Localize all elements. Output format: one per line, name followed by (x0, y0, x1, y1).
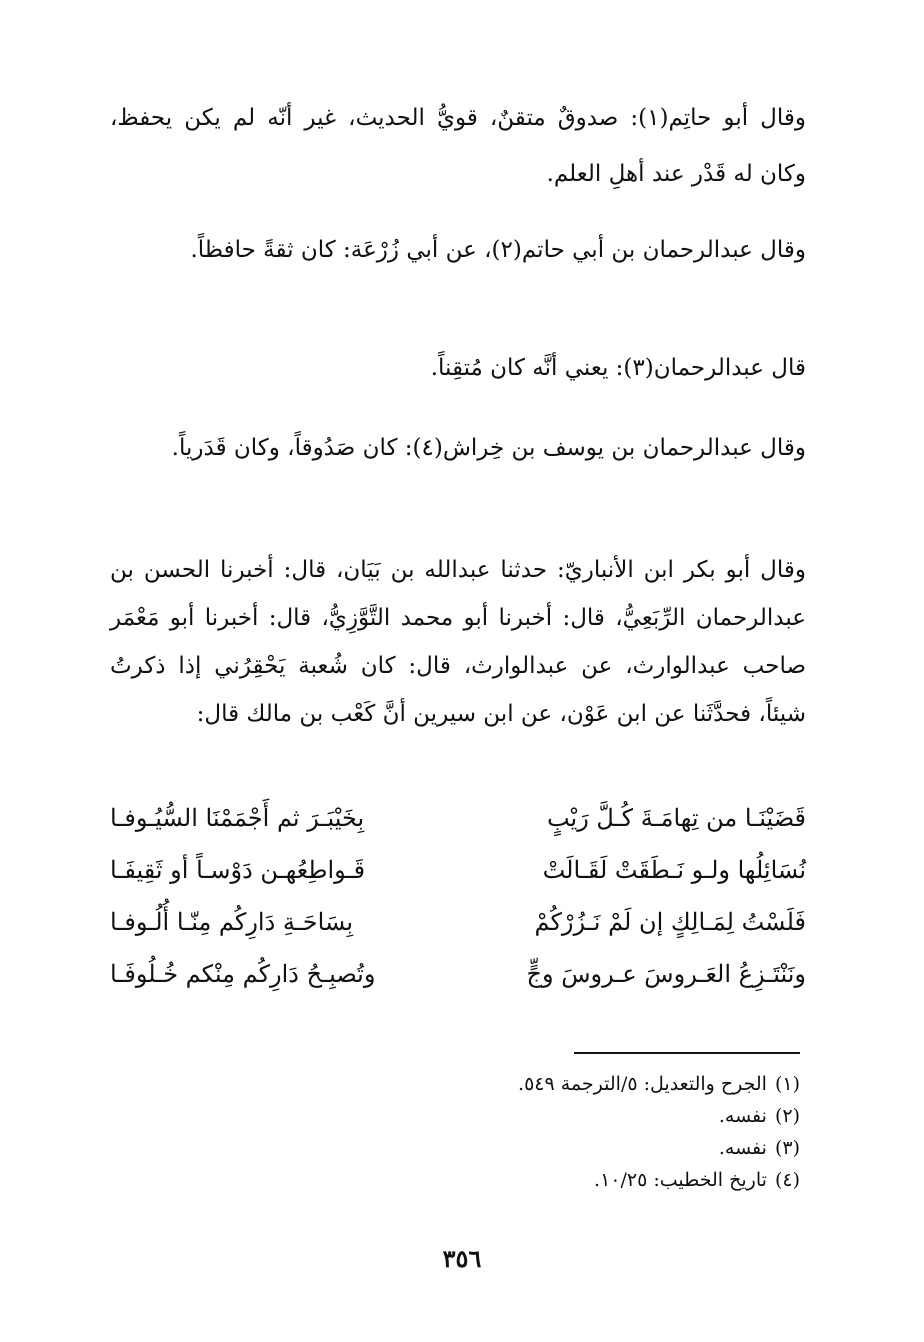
footnote (110, 1068, 800, 1100)
footnotes (110, 1068, 800, 1196)
footnote-text: الجرح والتعديل: ٥/الترجمة ٥٤٩. (518, 1073, 767, 1095)
verse-first-hemistich: ونَنْتَـزِعُ العَـروسَ عـروسَ وجٍّ (526, 960, 806, 988)
poem-verse (110, 844, 806, 896)
verse-second-hemistich: وتُصبِـحُ دَارِكُم مِنْكم خُـلُوفَـا (110, 960, 376, 988)
footnote (110, 1132, 800, 1164)
verse-first-hemistich: قَضَيْنَـا من تِهامَـةَ كُـلَّ رَيْبٍ (546, 804, 806, 832)
verse-second-hemistich: بِخَيْبَـرَ ثم أَجْمَمْنَا السُّيُـوفـا (110, 804, 365, 832)
verse-second-hemistich: قَـواطِعُهـن دَوْسـاً أو ثَقِيفَـا (110, 856, 366, 884)
verse-first-hemistich: نُسَائِلُها ولـو نَـطَقَتْ لَقَـالَتْ (542, 856, 806, 884)
footnote-separator (574, 1052, 800, 1054)
footnote-text: نفسه. (718, 1105, 767, 1127)
poem-verse (110, 792, 806, 844)
paragraph-ibn-al-anbari: وقال أبو بكر ابن الأنباريّ: حدثنا عبدالله بن بَيَان، قال: أخبرنا الحسن بن عبدالرحمان الرِّبَعِيُّ، قال: أخبرنا أبو محمد التَّوَّزِيُّ، قال: أخبرنا أبو مَعْمَر صاحب عبدالوارث، عن عبدالوارث، قال: كان شُعبة يَحْقِرُني إذا ذكرتُ شيئاً، فحدَّثَنا عن ابن عَوْن، عن ابن سيرين أنَّ كَعْب بن مالك قال: (110, 557, 806, 727)
poem-verse (110, 948, 806, 1000)
paragraph-ibn-abi-hatim: وقال عبدالرحمان بن أبي حاتم(٢)، عن أبي زُرْعَة: كان ثقةً حافظاً. (190, 237, 806, 263)
paragraph-ibn-khirash: وقال عبدالرحمان بن يوسف بن خِراش(٤): كان صَدُوقاً، وكان قَدَرياً. (171, 435, 806, 461)
footnote-text: نفسه. (718, 1137, 767, 1159)
footnote-number: (٣) (774, 1137, 800, 1159)
page-number: ٣٥٦ (442, 1244, 482, 1273)
verse-first-hemistich: فَلَسْتُ لِمَـالِكٍ إن لَمْ نَـزُرْكُمْ (534, 908, 806, 936)
verse-second-hemistich: بِسَاحَـةِ دَارِكُم مِنّـا أُلُـوفـا (110, 908, 354, 936)
footnote (110, 1164, 800, 1196)
poem-verse (110, 896, 806, 948)
footnote-text: تاريخ الخطيب: ١٠/٢٥. (594, 1169, 767, 1191)
paragraph-abu-hatim: وقال أبو حاتِم(١): صدوقٌ متقنٌ، قويُّ الحديث، غير أنّه لم يكن يحفظ، وكان له قَدْر عند أهلِ العلم. (110, 105, 806, 187)
footnote-number: (١) (774, 1073, 800, 1095)
paragraph-abdulrahman: قال عبدالرحمان(٣): يعني أنَّه كان مُتقِناً. (430, 355, 806, 381)
footnote (110, 1100, 800, 1132)
footnote-number: (٢) (774, 1105, 800, 1127)
footnote-number: (٤) (774, 1169, 800, 1191)
poem-block (110, 792, 806, 1000)
